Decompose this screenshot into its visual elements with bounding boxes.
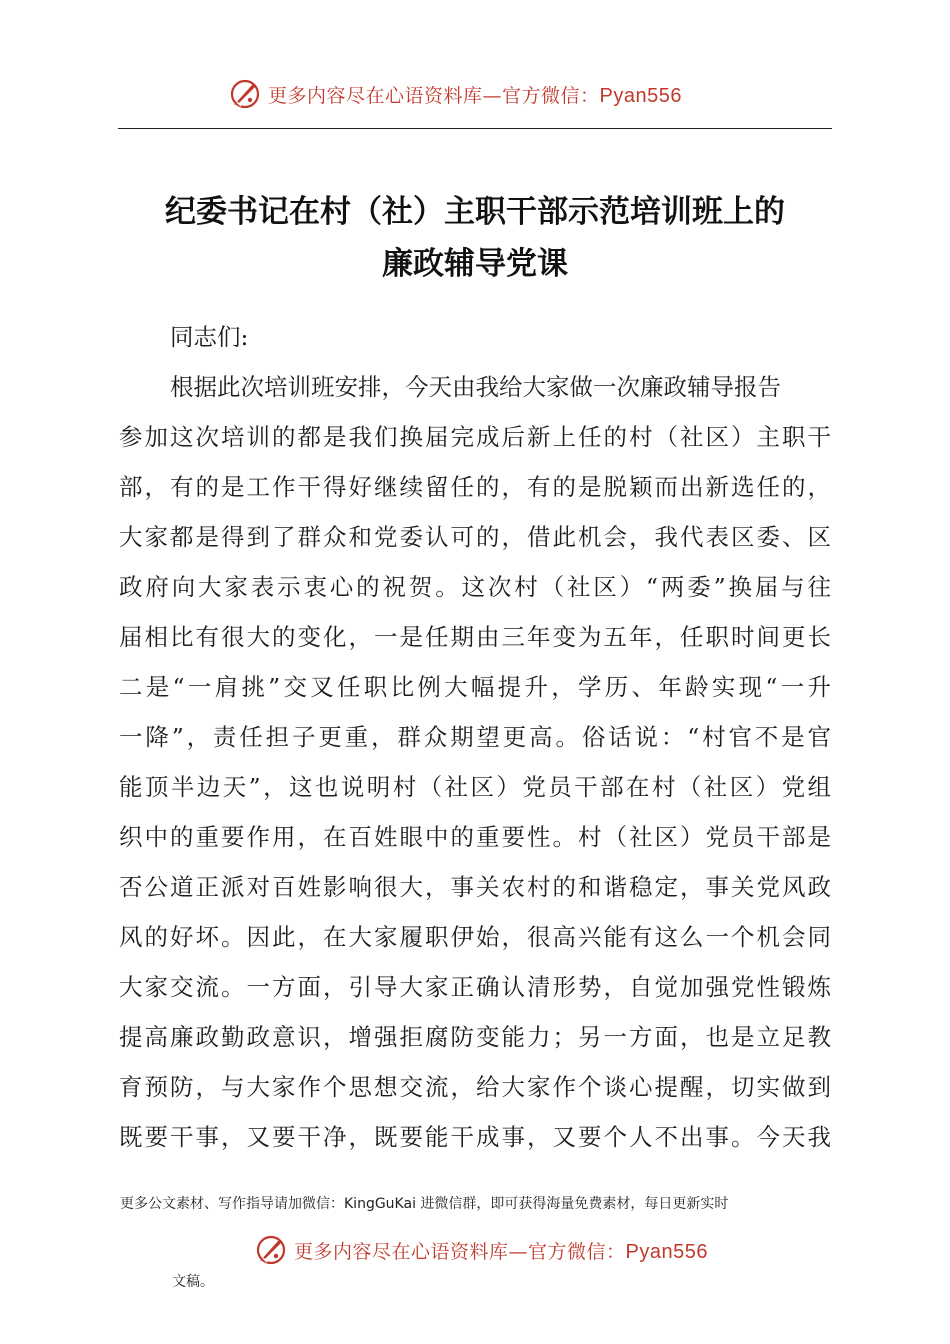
quill-logo-icon [254, 1233, 288, 1267]
body-line: 政府向大家表示衷心的祝贺。这次村（社区）“两委”换届与往 [119, 573, 831, 601]
body-line: 既要干事，又要干净，既要能干成事，又要个人不出事。今天我 [119, 1123, 831, 1151]
body-line: 二是“一肩挑”交叉任职比例大幅提升，学历、年龄实现“一升 [119, 673, 831, 701]
watermark-label: 更多内容尽在心语资料库—官方微信： [268, 84, 600, 107]
footer-watermark-text [294, 1237, 708, 1264]
body-line: 根据此次培训班安排，今天由我给大家做一次廉政辅导报告 [170, 373, 781, 401]
body-line: 能顶半边天”，这也说明村（社区）党员干部在村（社区）党组 [119, 773, 831, 801]
body-line: 大家都是得到了群众和党委认可的，借此机会，我代表区委、区 [119, 523, 831, 551]
title-line-2: 廉政辅导党课 [382, 246, 568, 282]
body-line: 提高廉政勤政意识，增强拒腐防变能力；另一方面，也是立足教 [119, 1023, 831, 1051]
footer-note: 更多公文素材、写作指导请加微信：KingGuKai 进微信群，即可获得海量免费素材，每日更新实时 [120, 1196, 729, 1212]
body-line: 风的好坏。因此，在大家履职伊始，很高兴能有这么一个机会同 [119, 923, 831, 951]
watermark-label: 更多内容尽在心语资料库—官方微信： [294, 1240, 626, 1263]
body-line: 否公道正派对百姓影响很大，事关农村的和谐稳定，事关党风政 [119, 873, 831, 901]
footer-note-end: 文稿。 [172, 1274, 214, 1290]
body-line: 织中的重要作用，在百姓眼中的重要性。村（社区）党员干部是 [119, 823, 831, 851]
salutation: 同志们: [170, 323, 249, 351]
body-line: 届相比有很大的变化，一是任期由三年变为五年，任职时间更长 [119, 623, 831, 651]
body-line: 参加这次培训的都是我们换届完成后新上任的村（社区）主职干 [119, 423, 831, 451]
body-line: 育预防，与大家作个思想交流，给大家作个谈心提醒，切实做到 [119, 1073, 831, 1101]
footer-watermark [254, 1232, 708, 1268]
title-line-1: 纪委书记在村（社）主职干部示范培训班上的 [165, 194, 785, 230]
watermark-wechat-id: Pyan556 [625, 1240, 708, 1263]
body-line: 部，有的是工作干得好继续留任的，有的是脱颖而出新选任的， [119, 473, 831, 501]
body-line: 大家交流。一方面，引导大家正确认清形势，自觉加强党性锻炼 [119, 973, 831, 1001]
body-line: 一降”，责任担子更重，群众期望更高。俗话说：“村官不是官 [119, 723, 831, 751]
watermark-wechat-id: Pyan556 [599, 84, 682, 107]
